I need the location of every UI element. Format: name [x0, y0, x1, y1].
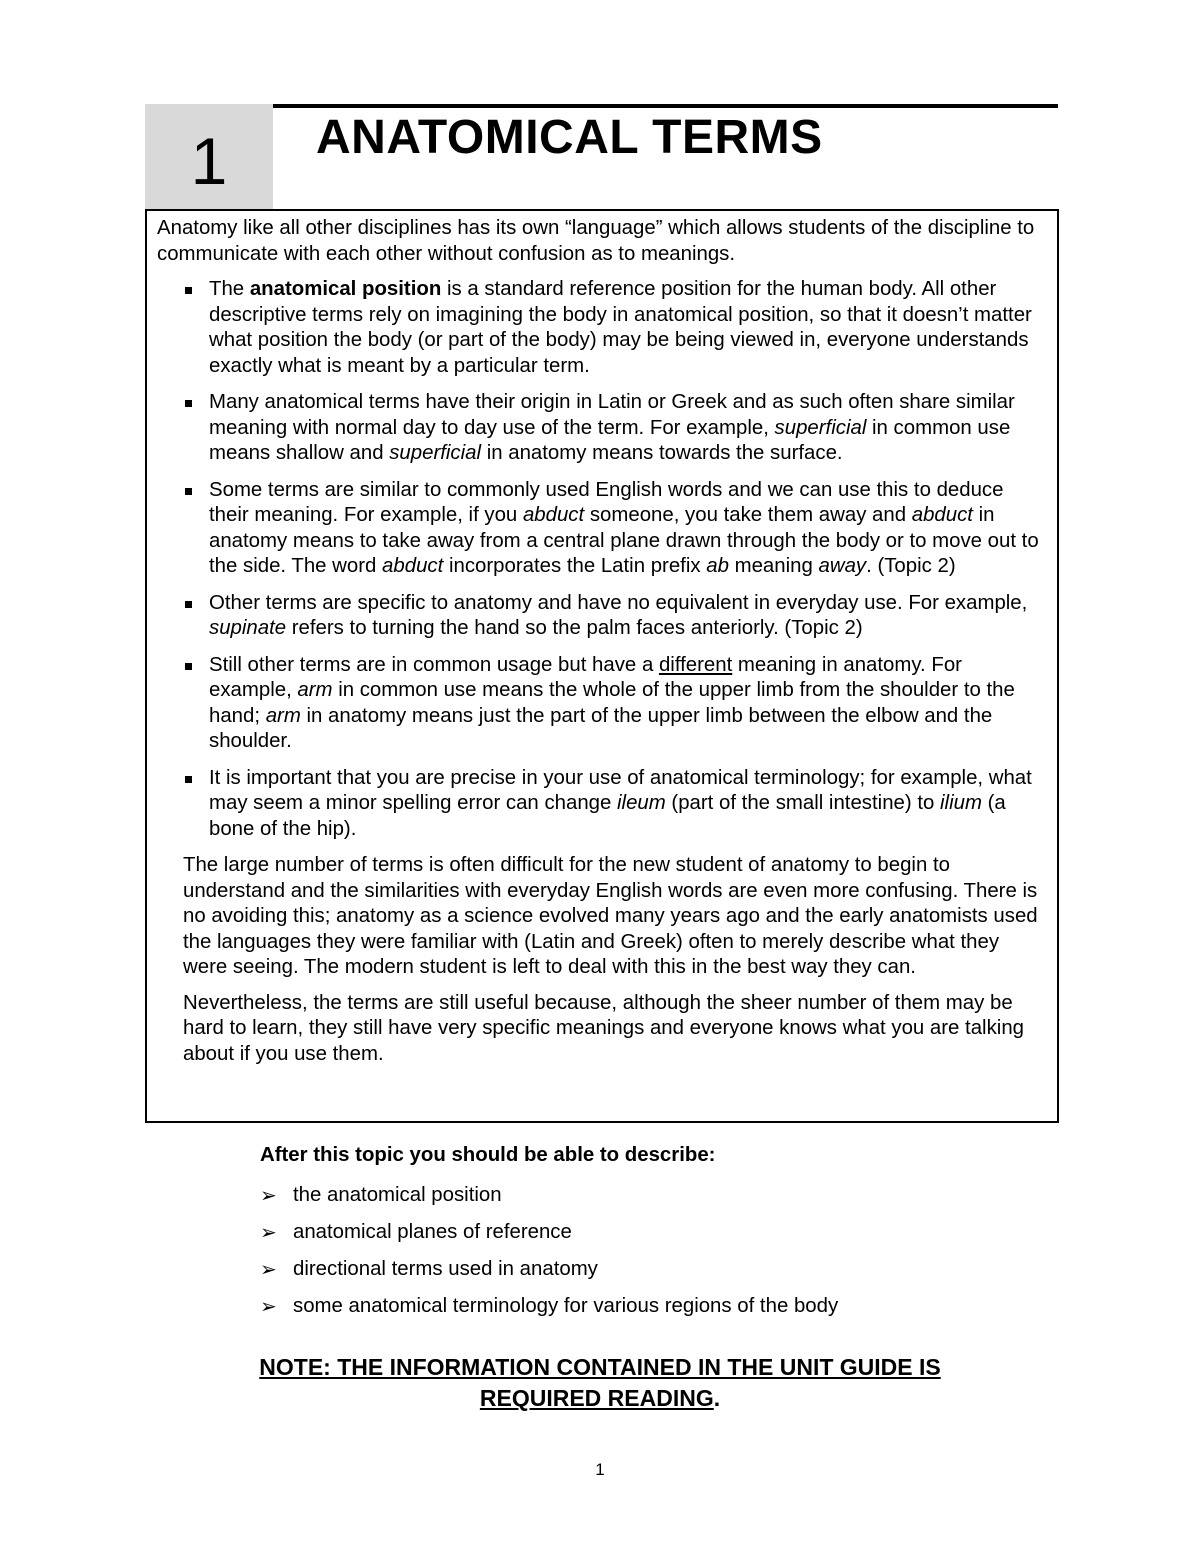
underlined-term: different — [658, 653, 733, 676]
italic-term: arm — [297, 679, 333, 701]
bullet-list — [157, 277, 1047, 842]
required-reading-note — [160, 1352, 1040, 1414]
objective-text: directional terms used in anatomy — [293, 1258, 598, 1280]
bullet-text: refers to turning the hand so the palm faces anteriorly. (Topic 2) — [286, 617, 863, 639]
list-item — [260, 1214, 838, 1251]
square-bullet-icon — [185, 400, 192, 407]
bullet-text: in common use means the whole of the upper limb from the shoulder to the hand; — [209, 679, 1015, 727]
square-bullet-icon — [185, 663, 192, 670]
note-period: . — [713, 1385, 721, 1411]
intro-paragraph: The large number of terms is often difficult for the new student of anatomy to begin to understand and the similarities with everyday English words are even more confusing. There is no avoiding this; anatomy as a science evolved many years ago and the early anatomists used the languages they were familiar with (Latin and Greek) often to merely describe what they were seeing. The modern student is left to deal with this in the best way they can. — [183, 854, 1038, 978]
italic-term: ilium — [940, 792, 982, 814]
bullet-text: It is important that you are precise in your use of anatomical terminology; for example, what may seem a minor spelling error can change — [209, 766, 1032, 814]
bullet-text: The — [209, 278, 250, 300]
list-item — [209, 591, 1047, 642]
italic-term: supinate — [209, 617, 287, 639]
bullet-text: Still other terms are in common usage but have a — [209, 653, 659, 676]
page-title: ANATOMICAL TERMS — [316, 111, 823, 164]
bullet-text: in anatomy means towards the surface. — [481, 442, 843, 464]
list-item — [260, 1288, 838, 1325]
arrowhead-bullet-icon: ➢ — [260, 1296, 277, 1318]
bullet-text: in anatomy means to take away from a central plane drawn through the body or to move out to the side. The word — [209, 504, 1039, 577]
list-item — [260, 1177, 838, 1214]
note-line: NOTE: THE INFORMATION CONTAINED IN THE UNIT GUIDE IS — [259, 1354, 941, 1380]
intro-lead: Anatomy like all other disciplines has its own “language” which allows students of the discipline to communicate with each other without confusion as to meanings. — [157, 217, 1035, 265]
bullet-text: in common use means shallow and — [209, 416, 1011, 464]
bullet-text: in anatomy means just the part of the upper limb between the elbow and the shoulder. — [209, 704, 993, 752]
objectives-heading: After this topic you should be able to describe: — [260, 1144, 716, 1166]
italic-term: away — [818, 555, 867, 577]
italic-term: abduct — [382, 555, 444, 577]
italic-term: ileum — [617, 792, 666, 814]
bullet-text: someone, you take them away and — [584, 504, 912, 526]
arrowhead-bullet-icon: ➢ — [260, 1259, 277, 1281]
chapter-number: 1 — [190, 124, 228, 198]
italic-term: abduct — [522, 504, 585, 526]
objective-text: the anatomical position — [293, 1184, 502, 1206]
bullet-text: meaning — [728, 555, 819, 577]
square-bullet-icon — [185, 601, 192, 608]
italic-term: abduct — [911, 504, 973, 526]
italic-term: superficial — [774, 416, 867, 439]
intro-paragraph: Nevertheless, the terms are still useful because, although the sheer number of them may be hard to learn, they still have very specific meanings and everyone knows what you are talking about if you use them. — [183, 991, 1024, 1065]
arrowhead-bullet-icon: ➢ — [260, 1222, 277, 1244]
bullet-text: . (Topic 2) — [866, 555, 956, 577]
bullet-text: (a bone of the hip). — [209, 792, 1006, 840]
square-bullet-icon — [185, 776, 192, 783]
objectives-list — [260, 1177, 838, 1325]
note-line: REQUIRED READING — [479, 1385, 714, 1411]
bullet-text: Other terms are specific to anatomy and have no equivalent in everyday use. For example, — [209, 591, 1028, 614]
objective-text: some anatomical terminology for various regions of the body — [293, 1295, 839, 1317]
arrowhead-bullet-icon: ➢ — [260, 1185, 277, 1207]
bullet-text: is a standard reference position for the human body. All other descriptive terms rely on imagining the body in anatomical position, so that it doesn’t matter what position the body (or part of the body) may be being viewed in, everyone understands exactly what is meant by a particular term. — [209, 278, 1032, 377]
bullet-text: Many anatomical terms have their origin in Latin or Greek and as such often share similar meaning with normal day to day use of the term. For example, — [209, 391, 1015, 439]
italic-term: arm — [265, 704, 301, 727]
list-item — [209, 277, 1047, 379]
bullet-text: Some terms are similar to commonly used English words and we can use this to deduce their meaning. For example, if you — [209, 478, 1004, 526]
intro-box — [145, 209, 1059, 1123]
bullet-text: (part of the small intestine) to — [665, 792, 941, 814]
italic-term: ab — [706, 555, 729, 577]
square-bullet-icon — [185, 488, 192, 495]
bullet-text: meaning in anatomy. For example, — [209, 653, 962, 701]
list-item — [209, 766, 1047, 843]
list-item — [209, 390, 1047, 467]
learning-objectives — [260, 1144, 838, 1325]
italic-term: superficial — [389, 442, 482, 464]
page-number: 1 — [595, 1460, 605, 1479]
header-rule — [273, 104, 1058, 108]
bold-term: anatomical position — [249, 278, 442, 300]
square-bullet-icon — [185, 287, 192, 294]
list-item — [209, 653, 1047, 755]
bullet-text: incorporates the Latin prefix — [443, 555, 707, 577]
objective-text: anatomical planes of reference — [293, 1221, 572, 1243]
chapter-number-box — [145, 104, 273, 210]
list-item — [209, 478, 1047, 580]
list-item — [260, 1251, 838, 1288]
